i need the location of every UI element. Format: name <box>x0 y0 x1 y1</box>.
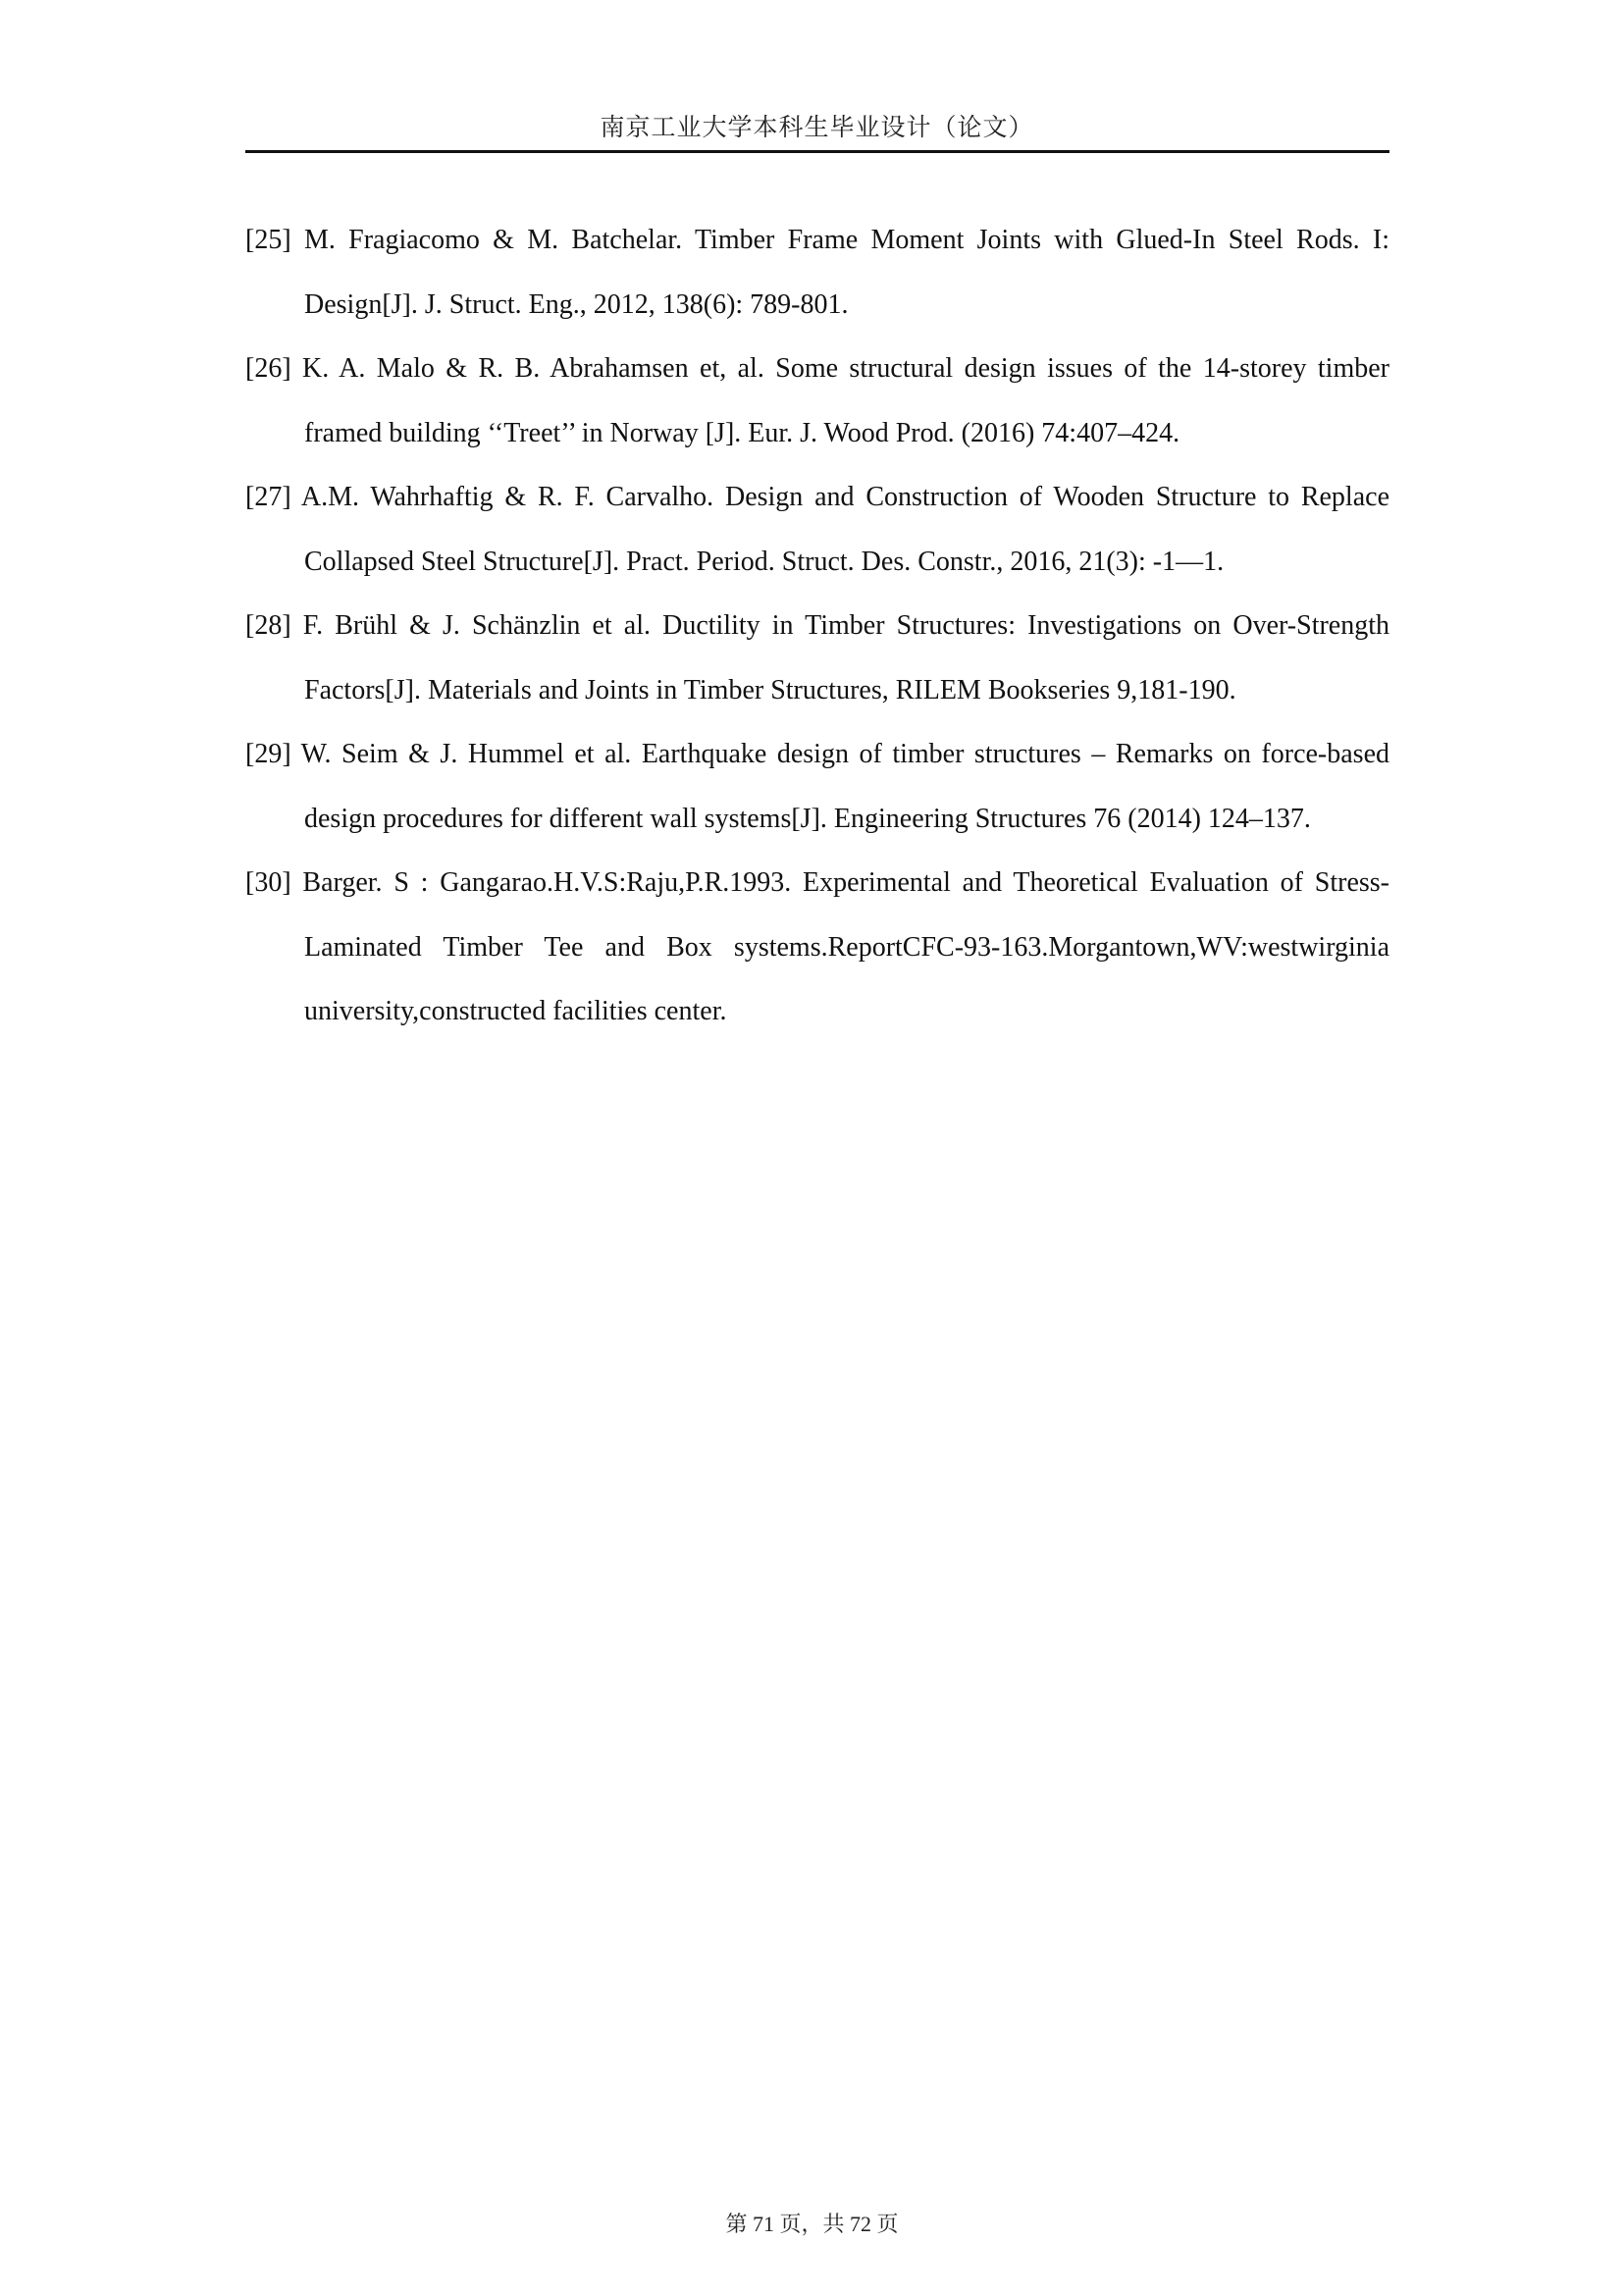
reference-item-27: [27] A.M. Wahrhaftig & R. F. Carvalho. Design and Construction of Wooden Structure to Replace Collapsed Steel Structure[J]. Pract. Period. Struct. Des. Constr., 2016, 21(3): -1—1. <box>245 482 1389 577</box>
reference-list <box>245 208 1389 1044</box>
reference-item-29: [29] W. Seim & J. Hummel et al. Earthquake design of timber structures – Remarks on force-based design procedures for different wall systems[J]. Engineering Structures 76 (2014) 124–137. <box>245 739 1389 834</box>
page-header-title: 南京工业大学本科生毕业设计（论文） <box>600 115 1034 141</box>
reference-item-25: [25] M. Fragiacomo & M. Batchelar. Timber Frame Moment Joints with Glued-In Steel Rods. I: Design[J]. J. Struct. Eng., 2012, 138(6): 789-801. <box>245 225 1389 320</box>
reference-item-30: [30] Barger. S : Gangarao.H.V.S:Raju,P.R.1993. Experimental and Theoretical Evaluation of Stress-Laminated Timber Tee and Box systems.ReportCFC-93-163.Morgantown,WV:westwirginia university,constructed facilities center. <box>245 867 1389 1026</box>
reference-item-26: [26] K. A. Malo & R. B. Abrahamsen et, al. Some structural design issues of the 14-storey timber framed building ‘‘Treet’’ in Norway [J]. Eur. J. Wood Prod. (2016) 74:407–424. <box>245 353 1389 448</box>
page-number: 第 71 页，共 72 页 <box>725 2212 899 2236</box>
header-divider <box>245 150 1389 153</box>
reference-item-28: [28] F. Brühl & J. Schänzlin et al. Ductility in Timber Structures: Investigations on Over-Strength Factors[J]. Materials and Joints in Timber Structures, RILEM Bookseries 9,181-190. <box>245 610 1389 705</box>
